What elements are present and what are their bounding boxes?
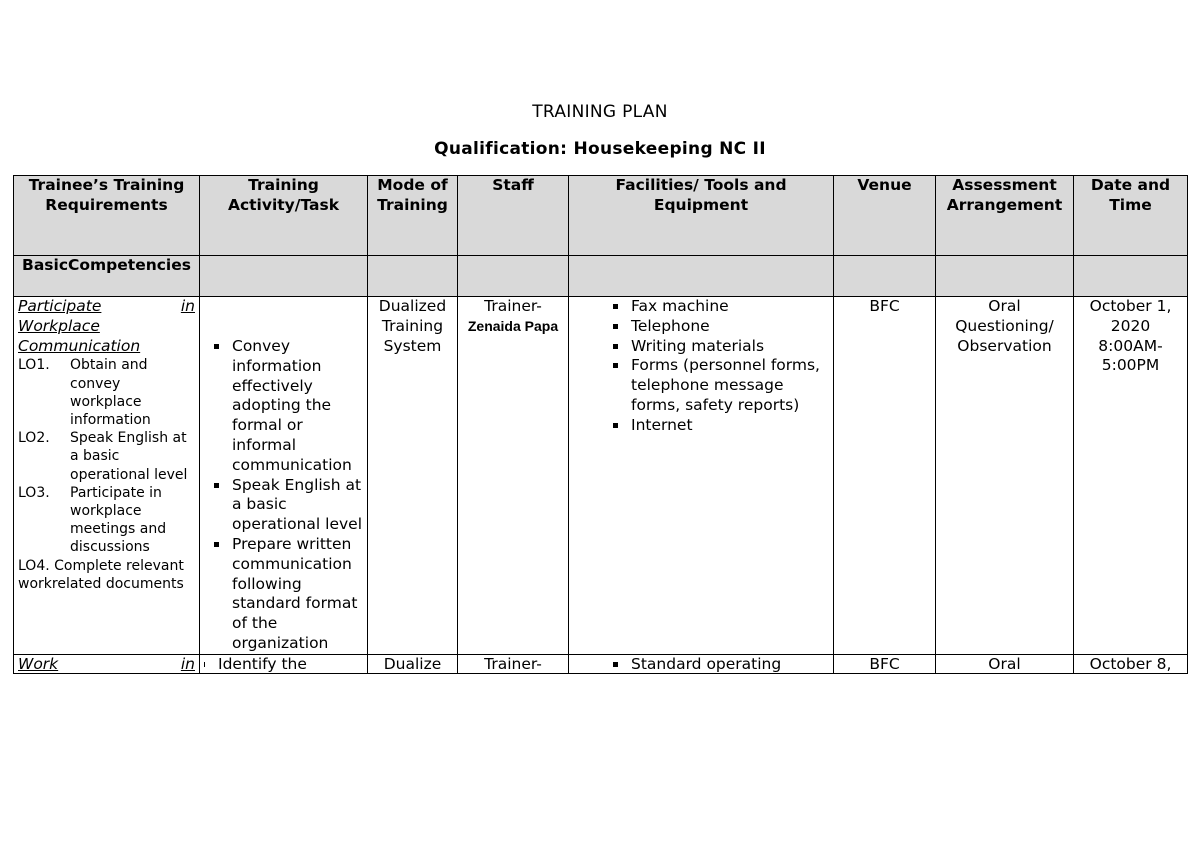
facilities-cell: [569, 297, 834, 655]
header-date-time: Date and Time: [1074, 176, 1188, 256]
learning-outcome-3: LO3. Participate in workplace meetings and discussions: [18, 484, 167, 556]
date-cell: [1074, 297, 1188, 655]
list-item: Forms (personnel forms, telephone message forms, safety reports): [631, 356, 829, 415]
venue-cell: BFC: [834, 297, 936, 655]
activity-list: [204, 337, 363, 654]
list-item: Identify the: [218, 655, 363, 673]
facilities-cell: [569, 654, 834, 673]
assessment-cell: Oral: [936, 654, 1074, 673]
table-row: [14, 654, 1188, 673]
staff-role: Trainer-: [484, 297, 542, 315]
learning-outcome-1: LO1. Obtain and convey workplace information: [18, 357, 151, 428]
training-plan-table: [13, 175, 1188, 674]
document-subtitle: Qualification: Housekeeping NC II: [434, 139, 766, 159]
list-item: Convey information effectively adopting the formal or informal communication: [232, 337, 363, 476]
time-text: 8:00AM-5:00PM: [1098, 336, 1163, 375]
learning-outcome-2: LO2. Speak English at a basic operational level: [18, 430, 188, 483]
header-venue: Venue: [834, 176, 936, 256]
requirement-cell: [14, 297, 200, 655]
venue-cell: BFC: [834, 654, 936, 673]
staff-name: Zenaida Papa: [467, 317, 559, 334]
staff-cell: [458, 297, 569, 655]
activity-cell: [200, 654, 368, 673]
staff-cell: Trainer-: [458, 654, 569, 673]
facilities-list: [573, 297, 829, 436]
mode-cell: Dualized Training System: [368, 297, 458, 655]
mode-cell: Dualize: [368, 654, 458, 673]
header-mode: Mode of Training: [368, 176, 458, 256]
requirement-title-line3: Communication: [18, 336, 141, 355]
list-item: Telephone: [631, 317, 829, 337]
date-text: October 1, 2020: [1089, 297, 1172, 335]
list-item: Writing materials: [631, 337, 829, 357]
list-item: Internet: [631, 416, 829, 436]
header-staff: Staff: [458, 176, 569, 256]
assessment-cell: Oral Questioning/ Observation: [936, 297, 1074, 655]
header-activity: Training Activity/Task: [200, 176, 368, 256]
section-label: BasicCompetencies: [14, 256, 200, 297]
requirement-title-line1: Participate in: [18, 297, 195, 315]
section-row: [14, 256, 1188, 297]
document-title: TRAINING PLAN: [532, 102, 668, 122]
list-item: Speak English at a basic operational level: [232, 475, 363, 534]
header-row: [14, 176, 1188, 256]
activity-cell: [200, 297, 368, 655]
list-item: Prepare written communication following standard format of the organization: [232, 535, 363, 654]
header-facilities: Facilities/ Tools and Equipment: [569, 176, 834, 256]
table-row: [14, 297, 1188, 655]
requirement-title-line2: Workplace: [18, 316, 100, 335]
header-assessment: Assessment Arrangement: [936, 176, 1074, 256]
requirement-cell: Work in: [14, 654, 200, 673]
header-requirements: Trainee’s Training Requirements: [14, 176, 200, 256]
list-item: Standard operating: [631, 655, 829, 673]
learning-outcome-4: LO4. Complete relevant workrelated documents: [18, 557, 184, 592]
date-cell: October 8,: [1074, 654, 1188, 673]
list-item: Fax machine: [631, 297, 829, 317]
